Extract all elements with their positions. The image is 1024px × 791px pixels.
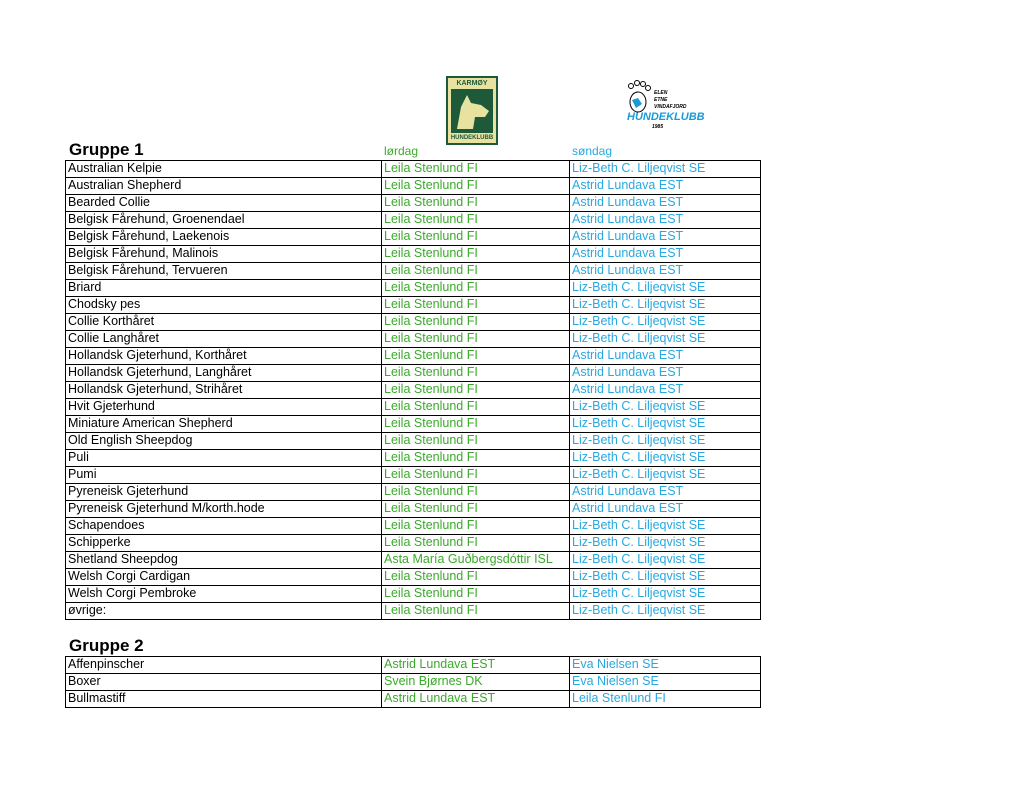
- breed-cell: Briard: [66, 280, 382, 297]
- sunday-judge-cell: Liz-Beth C. Liljeqvist SE: [570, 433, 761, 450]
- dog-head-icon: [451, 89, 493, 133]
- table-row: [66, 603, 761, 620]
- table-row: [66, 569, 761, 586]
- saturday-judge-cell: Astrid Lundava EST: [382, 691, 570, 708]
- breed-cell: Bullmastiff: [66, 691, 382, 708]
- breed-cell: Collie Langhåret: [66, 331, 382, 348]
- breed-cell: Schipperke: [66, 535, 382, 552]
- table-row: [66, 674, 761, 691]
- breed-cell: Schapendoes: [66, 518, 382, 535]
- group-2-title: Gruppe 2: [69, 636, 144, 655]
- hk-logo-year: 1985: [652, 124, 664, 130]
- breed-cell: Boxer: [66, 674, 382, 691]
- table-row: [66, 365, 761, 382]
- breed-cell: Pyreneisk Gjeterhund: [66, 484, 382, 501]
- sunday-judge-cell: Liz-Beth C. Liljeqvist SE: [570, 399, 761, 416]
- saturday-judge-cell: Leila Stenlund FI: [382, 161, 570, 178]
- table-row: [66, 178, 761, 195]
- hk-logo-line-3: VINDAFJORD: [654, 104, 687, 110]
- saturday-judge-cell: Leila Stenlund FI: [382, 450, 570, 467]
- saturday-judge-cell: Leila Stenlund FI: [382, 246, 570, 263]
- sunday-judge-cell: Liz-Beth C. Liljeqvist SE: [570, 416, 761, 433]
- saturday-judge-cell: Leila Stenlund FI: [382, 178, 570, 195]
- sunday-judge-cell: Liz-Beth C. Liljeqvist SE: [570, 297, 761, 314]
- table-row: [66, 331, 761, 348]
- sunday-judge-cell: Liz-Beth C. Liljeqvist SE: [570, 518, 761, 535]
- sunday-judge-cell: Leila Stenlund FI: [570, 691, 761, 708]
- saturday-judge-cell: Asta María Guðbergsdóttir ISL: [382, 552, 570, 569]
- sunday-judge-cell: Astrid Lundava EST: [570, 195, 761, 212]
- sunday-judge-cell: Astrid Lundava EST: [570, 382, 761, 399]
- sunday-judge-cell: Astrid Lundava EST: [570, 365, 761, 382]
- breed-cell: Welsh Corgi Pembroke: [66, 586, 382, 603]
- sunday-judge-cell: Liz-Beth C. Liljeqvist SE: [570, 552, 761, 569]
- table-row: [66, 450, 761, 467]
- saturday-judge-cell: Leila Stenlund FI: [382, 331, 570, 348]
- breed-cell: Pyreneisk Gjeterhund M/korth.hode: [66, 501, 382, 518]
- table-row: [66, 416, 761, 433]
- breed-cell: Puli: [66, 450, 382, 467]
- karmoy-logo-top-text: KARMØY: [456, 80, 488, 87]
- table-row: [66, 161, 761, 178]
- saturday-judge-cell: Leila Stenlund FI: [382, 518, 570, 535]
- group-1-title: Gruppe 1: [69, 140, 144, 159]
- breed-cell: Chodsky pes: [66, 297, 382, 314]
- sunday-judge-cell: Liz-Beth C. Liljeqvist SE: [570, 161, 761, 178]
- table-row: [66, 535, 761, 552]
- breed-cell: Hvit Gjeterhund: [66, 399, 382, 416]
- saturday-judge-cell: Svein Bjørnes DK: [382, 674, 570, 691]
- table-row: [66, 195, 761, 212]
- table-row: [66, 229, 761, 246]
- breed-cell: øvrige:: [66, 603, 382, 620]
- table-row: [66, 280, 761, 297]
- breed-cell: Pumi: [66, 467, 382, 484]
- etne-vindafjord-hundeklubb-logo: [624, 80, 704, 134]
- breed-cell: Welsh Corgi Cardigan: [66, 569, 382, 586]
- table-row: [66, 297, 761, 314]
- sunday-judge-cell: Astrid Lundava EST: [570, 178, 761, 195]
- saturday-judge-cell: Leila Stenlund FI: [382, 314, 570, 331]
- table-row: [66, 586, 761, 603]
- breed-cell: Bearded Collie: [66, 195, 382, 212]
- sunday-judge-cell: Liz-Beth C. Liljeqvist SE: [570, 569, 761, 586]
- breed-cell: Belgisk Fårehund, Groenendael: [66, 212, 382, 229]
- table-row: [66, 382, 761, 399]
- saturday-judge-cell: Leila Stenlund FI: [382, 365, 570, 382]
- group-2-table: [65, 656, 761, 708]
- table-row: [66, 212, 761, 229]
- saturday-judge-cell: Leila Stenlund FI: [382, 484, 570, 501]
- saturday-judge-cell: Leila Stenlund FI: [382, 263, 570, 280]
- breed-cell: Hollandsk Gjeterhund, Strihåret: [66, 382, 382, 399]
- breed-cell: Belgisk Fårehund, Tervueren: [66, 263, 382, 280]
- sunday-judge-cell: Liz-Beth C. Liljeqvist SE: [570, 314, 761, 331]
- saturday-judge-cell: Leila Stenlund FI: [382, 535, 570, 552]
- sunday-judge-cell: Astrid Lundava EST: [570, 501, 761, 518]
- table-row: [66, 467, 761, 484]
- sunday-judge-cell: Eva Nielsen SE: [570, 657, 761, 674]
- sunday-judge-cell: Liz-Beth C. Liljeqvist SE: [570, 586, 761, 603]
- group-1-table: [65, 160, 761, 620]
- saturday-judge-cell: Leila Stenlund FI: [382, 501, 570, 518]
- table-row: [66, 348, 761, 365]
- table-row: [66, 518, 761, 535]
- sunday-judge-cell: Astrid Lundava EST: [570, 246, 761, 263]
- table-row: [66, 484, 761, 501]
- hk-logo-name: HUNDEKLUBB: [627, 111, 705, 123]
- saturday-judge-cell: Leila Stenlund FI: [382, 297, 570, 314]
- breed-cell: Belgisk Fårehund, Laekenois: [66, 229, 382, 246]
- breed-cell: Australian Shepherd: [66, 178, 382, 195]
- saturday-judge-cell: Leila Stenlund FI: [382, 603, 570, 620]
- saturday-judge-cell: Leila Stenlund FI: [382, 195, 570, 212]
- breed-cell: Hollandsk Gjeterhund, Korthåret: [66, 348, 382, 365]
- saturday-judge-cell: Leila Stenlund FI: [382, 399, 570, 416]
- saturday-judge-cell: Leila Stenlund FI: [382, 212, 570, 229]
- breed-cell: Old English Sheepdog: [66, 433, 382, 450]
- sunday-header: søndag: [572, 144, 613, 158]
- breed-cell: Miniature American Shepherd: [66, 416, 382, 433]
- karmoy-logo-bottom-text: HUNDEKLUBB: [450, 135, 494, 141]
- table-row: [66, 691, 761, 708]
- sunday-judge-cell: Liz-Beth C. Liljeqvist SE: [570, 331, 761, 348]
- saturday-header: lørdag: [384, 144, 419, 158]
- sunday-judge-cell: Astrid Lundava EST: [570, 484, 761, 501]
- sunday-judge-cell: Liz-Beth C. Liljeqvist SE: [570, 280, 761, 297]
- sunday-judge-cell: Astrid Lundava EST: [570, 348, 761, 365]
- sunday-judge-cell: Eva Nielsen SE: [570, 674, 761, 691]
- sunday-judge-cell: Liz-Beth C. Liljeqvist SE: [570, 603, 761, 620]
- breed-cell: Australian Kelpie: [66, 161, 382, 178]
- saturday-judge-cell: Leila Stenlund FI: [382, 229, 570, 246]
- table-row: [66, 657, 761, 674]
- breed-cell: Belgisk Fårehund, Malinois: [66, 246, 382, 263]
- sunday-judge-cell: Liz-Beth C. Liljeqvist SE: [570, 467, 761, 484]
- breed-cell: Collie Korthåret: [66, 314, 382, 331]
- breed-cell: Affenpinscher: [66, 657, 382, 674]
- hk-logo-line-2: ETNE: [654, 97, 668, 103]
- table-row: [66, 501, 761, 518]
- saturday-judge-cell: Leila Stenlund FI: [382, 416, 570, 433]
- sunday-judge-cell: Liz-Beth C. Liljeqvist SE: [570, 450, 761, 467]
- saturday-judge-cell: Leila Stenlund FI: [382, 586, 570, 603]
- sunday-judge-cell: Astrid Lundava EST: [570, 263, 761, 280]
- table-row: [66, 433, 761, 450]
- saturday-judge-cell: Leila Stenlund FI: [382, 348, 570, 365]
- karmoy-hundeklubb-logo: [446, 76, 498, 145]
- saturday-judge-cell: Leila Stenlund FI: [382, 280, 570, 297]
- paw-print-icon: [626, 80, 656, 114]
- table-row: [66, 399, 761, 416]
- saturday-judge-cell: Leila Stenlund FI: [382, 382, 570, 399]
- table-row: [66, 246, 761, 263]
- sunday-judge-cell: Astrid Lundava EST: [570, 229, 761, 246]
- breed-cell: Shetland Sheepdog: [66, 552, 382, 569]
- saturday-judge-cell: Leila Stenlund FI: [382, 569, 570, 586]
- saturday-judge-cell: Leila Stenlund FI: [382, 467, 570, 484]
- breed-cell: Hollandsk Gjeterhund, Langhåret: [66, 365, 382, 382]
- table-row: [66, 263, 761, 280]
- hk-logo-line-1: ELEN: [654, 90, 668, 96]
- table-row: [66, 314, 761, 331]
- sunday-judge-cell: Astrid Lundava EST: [570, 212, 761, 229]
- table-row: [66, 552, 761, 569]
- saturday-judge-cell: Leila Stenlund FI: [382, 433, 570, 450]
- saturday-judge-cell: Astrid Lundava EST: [382, 657, 570, 674]
- sunday-judge-cell: Liz-Beth C. Liljeqvist SE: [570, 535, 761, 552]
